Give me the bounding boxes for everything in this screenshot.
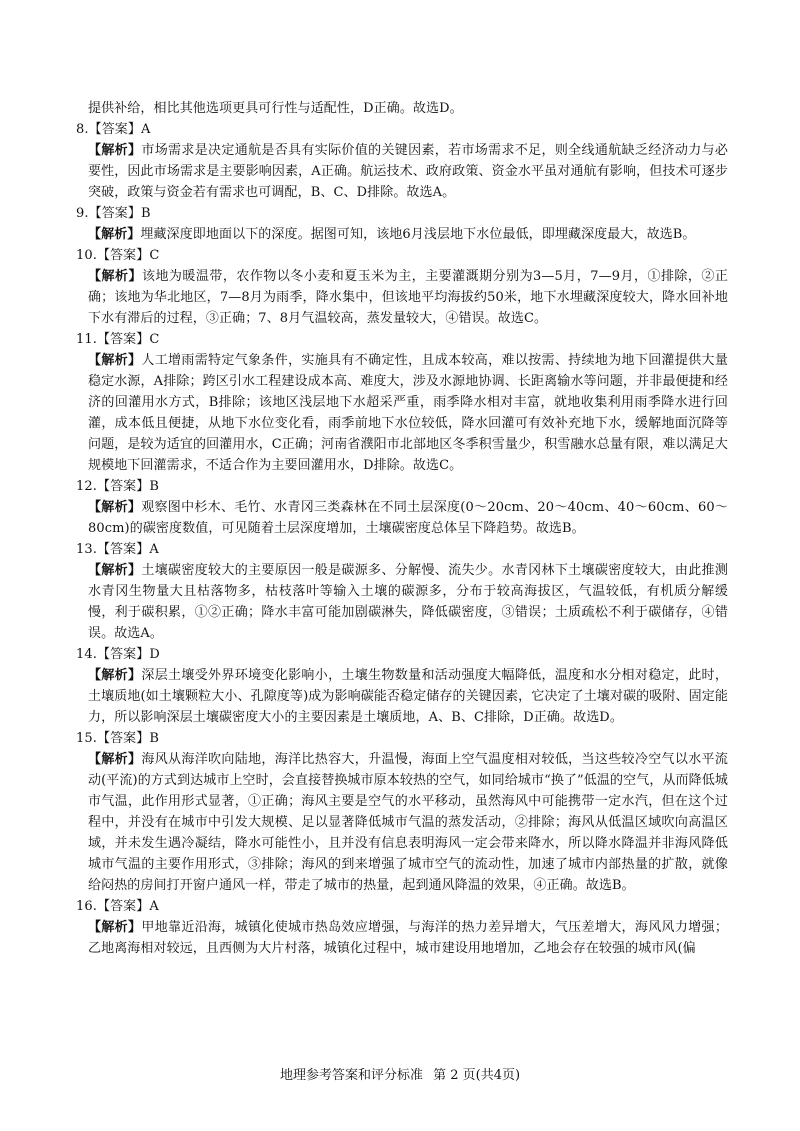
analysis-text: 观察图中杉木、毛竹、水青冈三类森林在不同土层深度(0～20cm、20～40cm、40～60cm、60～80cm)的碳密度数值，可见随着土层深度增加，土壤碳密度总体呈下降趋势。故选B。 (88, 500, 728, 536)
question-8 (76, 119, 728, 203)
answer-label: 【答案】C (96, 332, 160, 347)
continuation-text: 提供补给，相比其他选项更具可行性与适配性，D正确。故选D。 (88, 101, 463, 116)
analysis-paragraph (76, 140, 728, 203)
analysis-paragraph (76, 749, 728, 896)
analysis-tag: 【解析】 (88, 668, 142, 683)
question-10 (76, 245, 728, 329)
analysis-paragraph (76, 665, 728, 728)
question-number: 10. (76, 248, 97, 263)
analysis-paragraph (76, 560, 728, 644)
page-footer (0, 1064, 800, 1083)
question-9 (76, 203, 728, 245)
analysis-tag: 【解析】 (88, 563, 142, 578)
analysis-tag: 【解析】 (88, 227, 141, 242)
question-number: 8. (76, 122, 89, 137)
footer-subject: 地理参考答案和评分标准 (279, 1068, 423, 1083)
analysis-text: 市场需求是决定通航是否具有实际价值的关键因素，若市场需求不足，则全线通航缺乏经济动力与必要性，因此市场需求是主要影响因素，A正确。航运技术、政府政策、资金水平虽对通航有影响，但技术可逐步突破，政策与资金若有需求也可调配，B、C、D排除。故选A。 (88, 143, 728, 200)
analysis-paragraph (76, 497, 728, 539)
analysis-text: 该地为暖温带，农作物以冬小麦和夏玉米为主，主要灌溉期分别为3—5月，7—9月，①排除，②正确；该地为华北地区，7—8月为雨季，降水集中，但该地平均海拔约50米，地下水埋藏深度较大，降水回补地下水有滞后的过程，③正确；7、8月气温较高，蒸发量较大，④错误。故选C。 (88, 269, 728, 326)
analysis-tag: 【解析】 (88, 752, 142, 767)
answer-line (76, 329, 728, 350)
question-15 (76, 728, 728, 896)
analysis-tag: 【解析】 (88, 920, 142, 935)
question-16 (76, 896, 728, 959)
answer-label: 【答案】B (96, 479, 160, 494)
analysis-paragraph (76, 224, 728, 245)
answer-line (76, 476, 728, 497)
answer-document (76, 98, 728, 959)
answer-line (76, 644, 728, 665)
analysis-tag: 【解析】 (88, 500, 142, 515)
analysis-text: 埋藏深度即地面以下的深度。据图可知，该地6月浅层地下水位最低，即埋藏深度最大，故选B。 (140, 227, 696, 242)
answer-line (76, 728, 728, 749)
answer-line (76, 245, 728, 266)
question-12 (76, 476, 728, 539)
analysis-text: 海风从海洋吹向陆地，海洋比热容大，升温慢，海面上空气温度相对较低，当这些较冷空气以水平流动(平流)的方式到达城市上空时，会直接替换城市原本较热的空气，如同给城市“换了”低温的空气，从而降低城市气温，此作用形式显著，①正确；海风主要是空气的水平移动，虽然海风中可能携带一定水汽，但在这个过程中，并没有在城市中引发大规模、足以显著降低城市气温的蒸发活动，②排除；海风从低温区域吹向高温区域，并未发生遇冷凝结，降水可能性小，且并没有信息表明海风一定会带来降水，所以降水降温并非海风降低城市气温的主要作用形式，③排除；海风的到来增强了城市空气的流动性，加速了城市内部热量的扩散，就像给闷热的房间打开窗户通风一样，带走了城市的热量，起到通风降温的效果，④正确。故选B。 (88, 752, 728, 893)
analysis-text: 甲地靠近沿海，城镇化使城市热岛效应增强，与海洋的热力差异增大，气压差增大，海风风力增强；乙地离海相对较远，且西侧为大片村落，城镇化过程中，城市建设用地增加，乙地会存在较强的城市风(偏 (88, 920, 728, 956)
answer-label: 【答案】A (96, 899, 159, 914)
answer-label: 【答案】B (96, 731, 160, 746)
analysis-text: 人工增雨需特定气象条件，实施具有不确定性，且成本较高，难以按需、持续地为地下回灌提供大量稳定水源，A排除；跨区引水工程建设成本高、难度大，涉及水源地协调、长距离输水等问题，并非最便捷和经济的回灌用水方式，B排除；该地区浅层地下水超采严重，雨季降水相对丰富，就地收集利用雨季降水进行回灌，成本低且便捷，从地下水位变化看，雨季前地下水位较低，降水回灌可有效补充地下水，缓解地面沉降等问题，是较为适宜的回灌用水，C正确；河南省濮阳市北部地区冬季积雪量少，积雪融水总量有限，难以满足大规模地下回灌需求，不适合作为主要回灌用水，D排除。故选C。 (88, 353, 728, 473)
analysis-text: 土壤碳密度较大的主要原因一般是碳源多、分解慢、流失少。水青冈林下土壤碳密度较大，由此推测水青冈生物量大且枯落物多，枯枝落叶等输入土壤的碳源多，分布于较高海拔区，气温较低，有机质分解缓慢，利于碳积累，①②正确；降水丰富可能加剧碳淋失，降低碳密度，③错误；土质疏松不利于碳储存，④错误。故选A。 (88, 563, 728, 641)
analysis-text: 深层土壤受外界环境变化影响小，土壤生物数量和活动强度大幅降低，温度和水分相对稳定，此时，土壤质地(如土壤颗粒大小、孔隙度等)成为影响碳能否稳定储存的关键因素，它决定了土壤对碳的吸附、固定能力，所以影响深层土壤碳密度大小的主要因素是土壤质地，A、B、C排除，D正确。故选D。 (88, 668, 728, 725)
question-number: 9. (76, 206, 89, 221)
analysis-tag: 【解析】 (88, 143, 142, 158)
answer-line (76, 203, 728, 224)
analysis-paragraph (76, 917, 728, 959)
answer-label: 【答案】A (88, 122, 151, 137)
footer-page-number: 第 2 页(共4页) (433, 1068, 521, 1083)
analysis-paragraph (76, 350, 728, 476)
answer-line (76, 896, 728, 917)
question-number: 14. (76, 647, 97, 662)
analysis-tag: 【解析】 (88, 269, 142, 284)
answer-label: 【答案】C (96, 248, 160, 263)
answer-line (76, 539, 728, 560)
question-11 (76, 329, 728, 476)
answer-line (76, 119, 728, 140)
answer-label: 【答案】A (96, 542, 159, 557)
question-14 (76, 644, 728, 728)
question-number: 13. (76, 542, 97, 557)
question-number: 12. (76, 479, 97, 494)
question-13 (76, 539, 728, 644)
question-number: 15. (76, 731, 97, 746)
analysis-tag: 【解析】 (88, 353, 142, 368)
analysis-paragraph (76, 266, 728, 329)
question-number: 16. (76, 899, 97, 914)
answer-label: 【答案】B (88, 206, 151, 221)
answer-label: 【答案】D (96, 647, 160, 662)
question-number: 11. (76, 332, 97, 347)
